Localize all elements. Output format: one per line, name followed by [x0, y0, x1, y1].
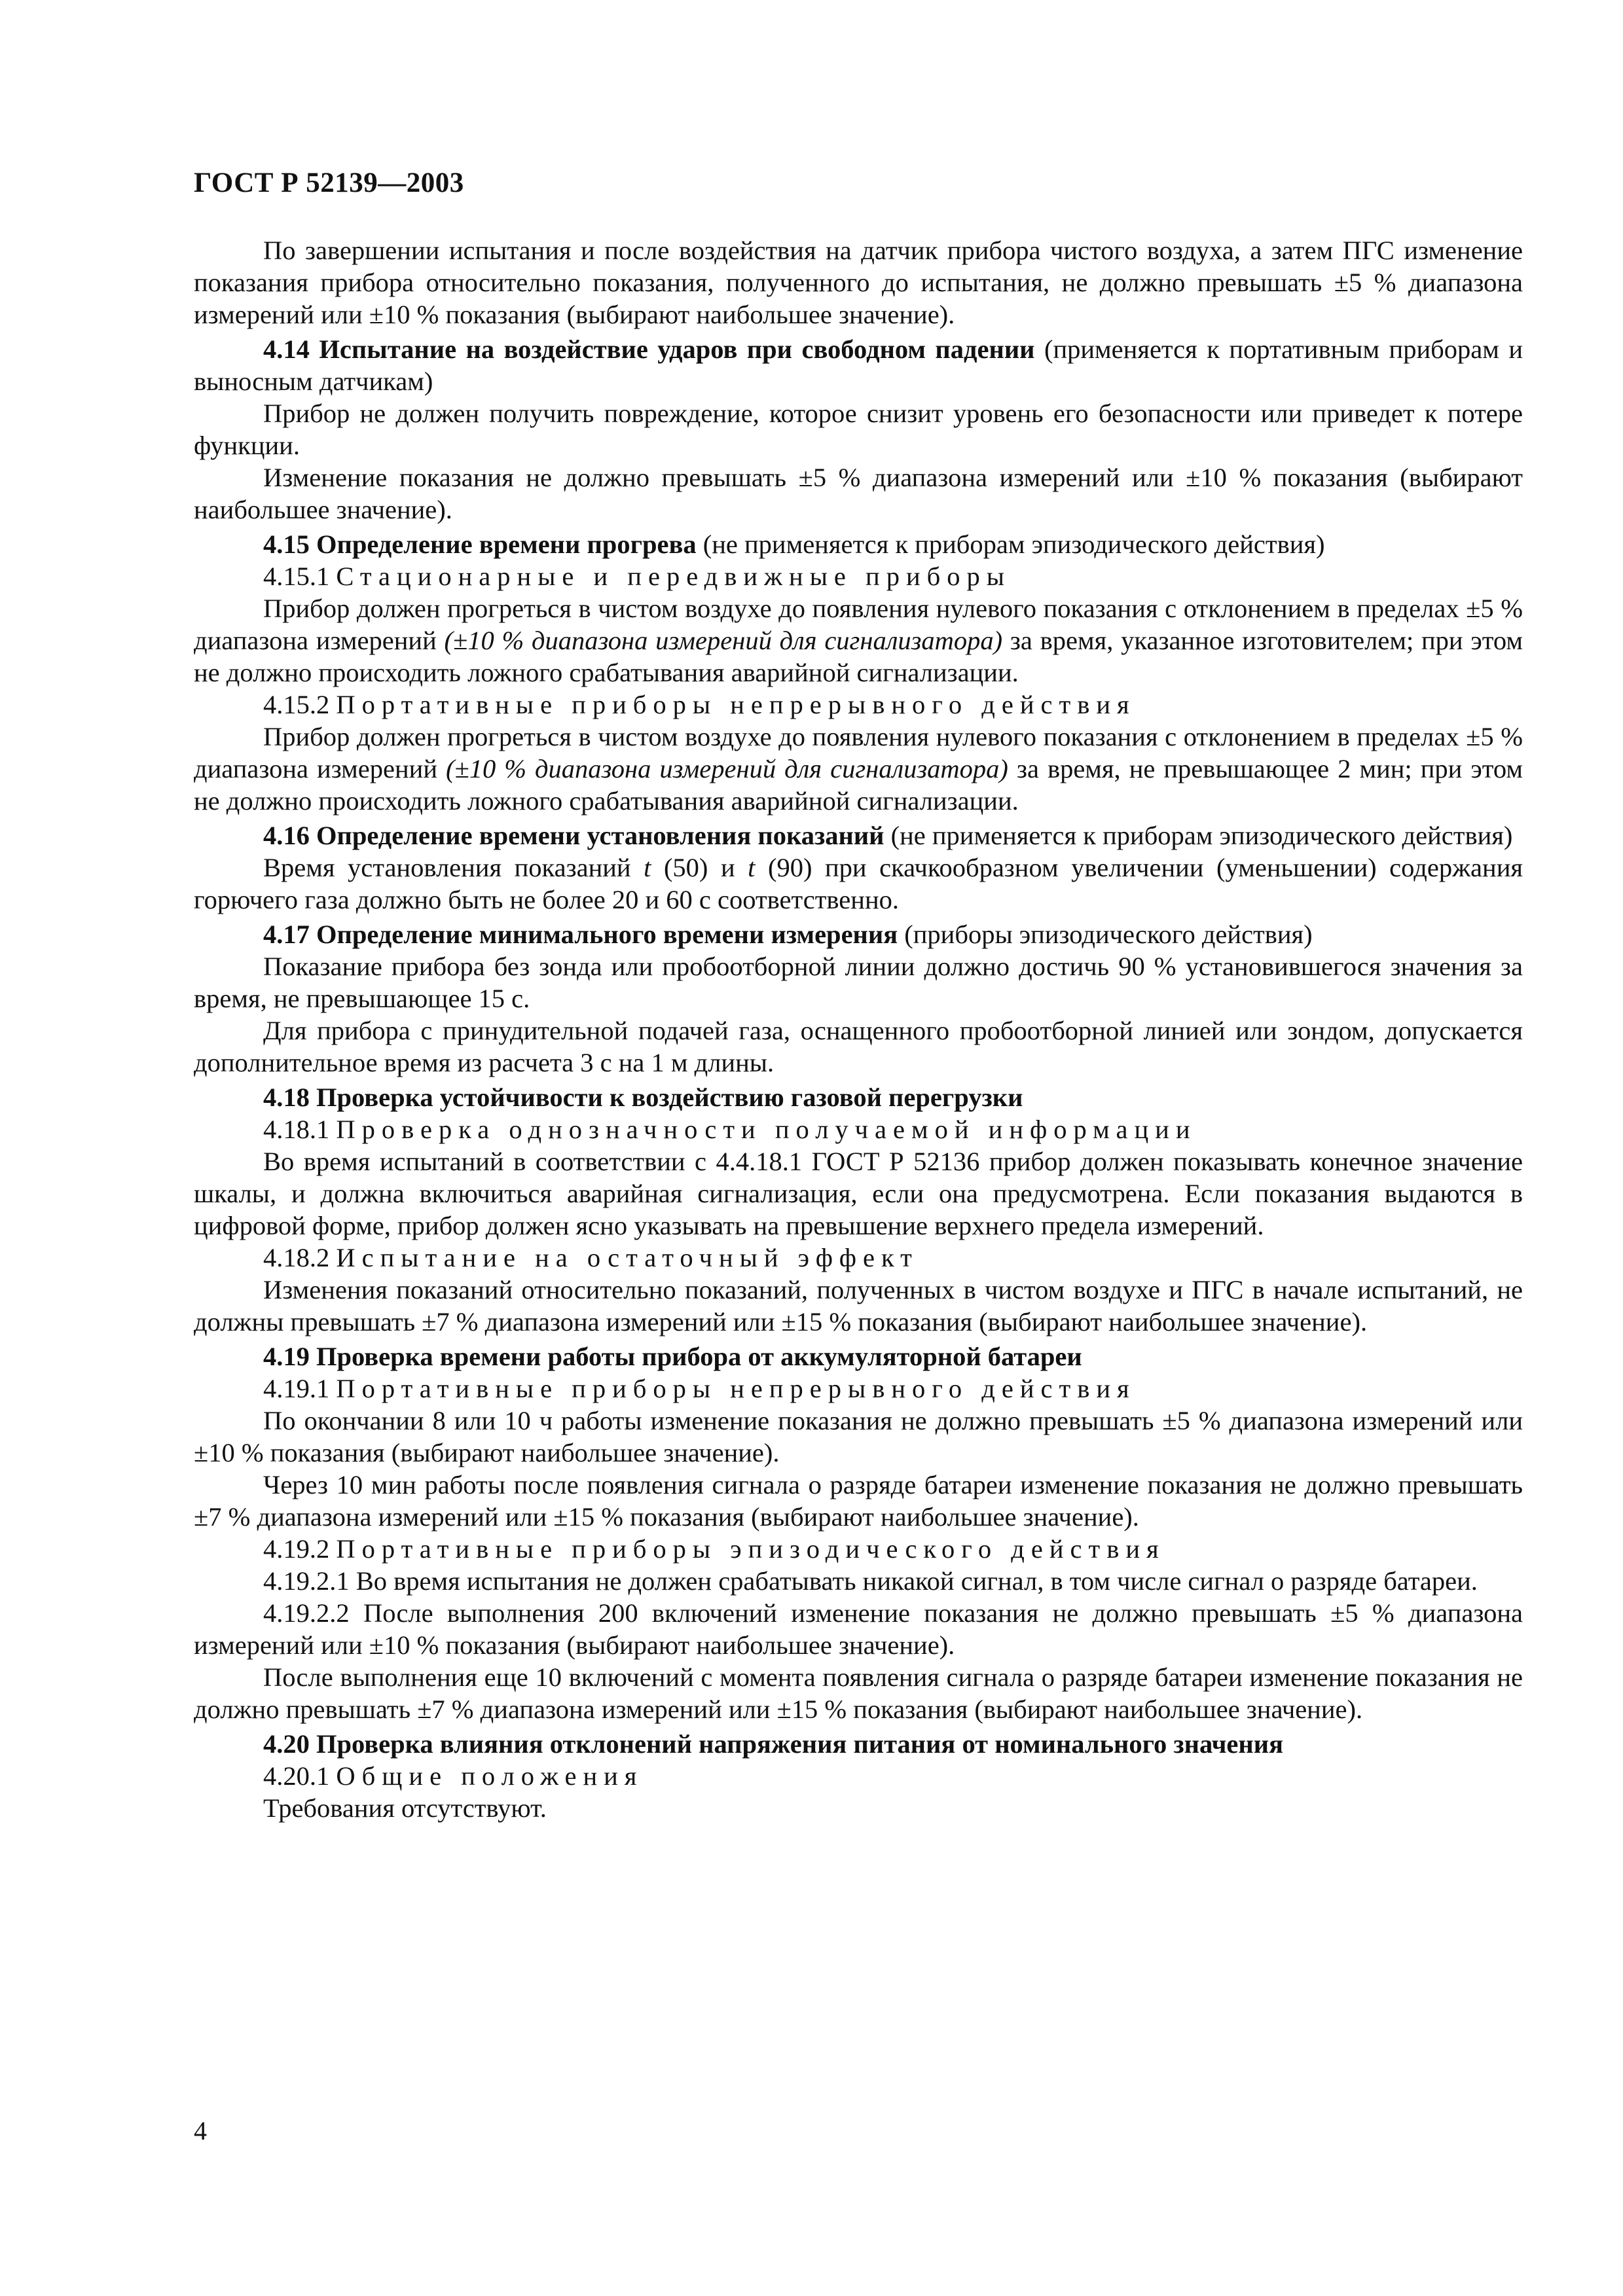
subsection-title: Стационарные и передвижные приборы [336, 562, 1011, 591]
section-note: (не применяется к приборам эпизодического действия) [884, 821, 1513, 850]
section-heading [194, 1081, 1523, 1113]
italic-run: (±10 % диапазона измерений для сигнализатора) [446, 754, 1008, 783]
paragraph [194, 852, 1523, 916]
section-number: 4.19 [263, 1342, 310, 1371]
section-heading [194, 819, 1523, 852]
section-number: 4.14 [263, 334, 310, 364]
paragraph: Показание прибора без зонда или пробоотборной линии должно достичь 90 % установившегося значения за время, не превышающее 15 с. [194, 952, 1523, 1013]
subsection-number: 4.20.1 [263, 1761, 330, 1791]
paragraph: 4.19.2.2 После выполнения 200 включений изменение показания не должно превышать ±5 % диапазона измерений или ±10 % показания (выбирают наибольшее значение). [194, 1598, 1523, 1660]
variable: t [644, 853, 651, 882]
paragraph: Для прибора с принудительной подачей газа, оснащенного пробоотборной линией или зондом, допускается дополнительное время из расчета 3 с на 1 м длины. [194, 1016, 1523, 1077]
paragraph: Прибор не должен получить повреждение, которое снизит уровень его безопасности или приведет к потере функции. [194, 399, 1523, 460]
text-run: Время установления показаний [263, 853, 644, 882]
subsection-heading [194, 689, 1523, 721]
subsection-heading [194, 1533, 1523, 1565]
subsection-title: Портативные приборы непрерывного действия [336, 690, 1136, 719]
subsection-number: 4.15.2 [263, 690, 330, 719]
text-run: (90) при скачкообразном увеличении (уменьшении) содержания горючего газа должно быть не более 20 и 60 с соответственно. [194, 853, 1523, 914]
section-heading [194, 528, 1523, 560]
section-note: (применяется к портативным приборам и выносным датчикам) [194, 334, 1523, 396]
text-run: за время, не превышающее 2 мин; при этом не должно происходить ложного срабатывания аварийной сигнализации. [194, 754, 1523, 816]
subsection-heading [194, 1242, 1523, 1274]
subsection-title: Портативные приборы эпизодического действия [336, 1534, 1165, 1564]
subsection-title: Испытание на остаточный эффект [336, 1243, 919, 1272]
standard-header: ГОСТ Р 52139—2003 [194, 168, 464, 198]
section-title: Проверка влияния отклонений напряжения питания от номинального значения [316, 1729, 1283, 1759]
paragraph: По окончании 8 или 10 ч работы изменение показания не должно превышать ±5 % диапазона измерений или ±10 % показания (выбирают наибольшее значение). [194, 1406, 1523, 1467]
subsection-number: 4.15.1 [263, 562, 330, 591]
section-title: Определение времени установления показаний [316, 821, 884, 850]
paragraph: Изменение показания не должно превышать ±5 % диапазона измерений или ±10 % показания (выбирают наибольшее значение). [194, 463, 1523, 524]
paragraph: 4.19.2.1 Во время испытания не должен срабатывать никакой сигнал, в том числе сигнал о разряде батареи. [263, 1566, 1478, 1596]
paragraph: Требования отсутствуют. [263, 1793, 547, 1823]
section-number: 4.18 [263, 1083, 310, 1112]
text-run: за время, указанное изготовителем; при этом не должно происходить ложного срабатывания аварийной сигнализации. [194, 626, 1523, 687]
section-title: Определение минимального времени измерения [316, 920, 898, 949]
section-note: (приборы эпизодического действия) [898, 920, 1313, 949]
section-number: 4.16 [263, 821, 310, 850]
paragraph: По завершении испытания и после воздействия на датчик прибора чистого воздуха, а затем ПГС изменение показания прибора относительно показания, полученного до испытания, не должно превышать ±5 % диапазона измерений или ±10 % показания (выбирают наибольшее значение). [194, 236, 1523, 329]
subsection-number: 4.19.1 [263, 1374, 330, 1403]
section-number: 4.17 [263, 920, 310, 949]
subsection-heading [194, 1372, 1523, 1405]
subsection-title: Портативные приборы непрерывного действия [336, 1374, 1136, 1403]
subsection-heading [194, 1760, 1523, 1792]
subsection-number: 4.18.2 [263, 1243, 330, 1272]
paragraph: Изменения показаний относительно показаний, полученных в чистом воздухе и ПГС в начале испытаний, не должны превышать ±7 % диапазона измерений или ±15 % показания (выбирают наибольшее значение). [194, 1275, 1523, 1336]
subsection-heading [194, 560, 1523, 592]
page-number: 4 [194, 2116, 207, 2145]
paragraph: Через 10 мин работы после появления сигнала о разряде батареи изменение показания не должно превышать ±7 % диапазона измерений или ±15 % показания (выбирают наибольшее значение). [194, 1470, 1523, 1532]
paragraph: После выполнения еще 10 включений с момента появления сигнала о разряде батареи изменение показания не должно превышать ±7 % диапазона измерений или ±15 % показания (выбирают наибольшее значение). [194, 1662, 1523, 1724]
section-heading [194, 333, 1523, 397]
subsection-title: Проверка однозначности получаемой информации [336, 1115, 1197, 1144]
section-title: Испытание на воздействие ударов при свободном падении [319, 334, 1035, 364]
section-heading [194, 1728, 1523, 1760]
italic-run: (±10 % диапазона измерений для сигнализатора) [444, 626, 1003, 655]
subsection-number: 4.19.2 [263, 1534, 330, 1564]
section-heading [194, 1340, 1523, 1372]
section-title: Проверка времени работы прибора от аккумуляторной батареи [316, 1342, 1082, 1371]
section-heading [194, 918, 1523, 950]
text-run: Прибор должен прогреться в чистом воздухе до появления нулевого показания с отклонением в пределах ±5 % диапазона измерений [194, 594, 1523, 655]
subsection-heading [194, 1113, 1523, 1145]
paragraph [194, 592, 1523, 689]
text-run: (50) и [651, 853, 748, 882]
section-title: Определение времени прогрева [316, 529, 697, 559]
paragraph: Во время испытаний в соответствии с 4.4.18.1 ГОСТ Р 52136 прибор должен показывать конечное значение шкалы, и должна включиться аварийная сигнализация, если она предусмотрена. Если показания выдаются в цифровой форме, прибор должен ясно указывать на превышение верхнего предела измерений. [194, 1147, 1523, 1240]
body-text [194, 234, 1523, 1824]
subsection-number: 4.18.1 [263, 1115, 330, 1144]
subsection-title: Общие положения [336, 1761, 644, 1791]
paragraph [194, 721, 1523, 817]
variable: t [748, 853, 756, 882]
section-title: Проверка устойчивости к воздействию газовой перегрузки [316, 1083, 1023, 1112]
section-number: 4.15 [263, 529, 310, 559]
text-run: Прибор должен прогреться в чистом воздухе до появления нулевого показания с отклонением в пределах ±5 % диапазона измерений [194, 722, 1523, 783]
section-note: (не применяется к приборам эпизодического действия) [696, 529, 1325, 559]
section-number: 4.20 [263, 1729, 310, 1759]
